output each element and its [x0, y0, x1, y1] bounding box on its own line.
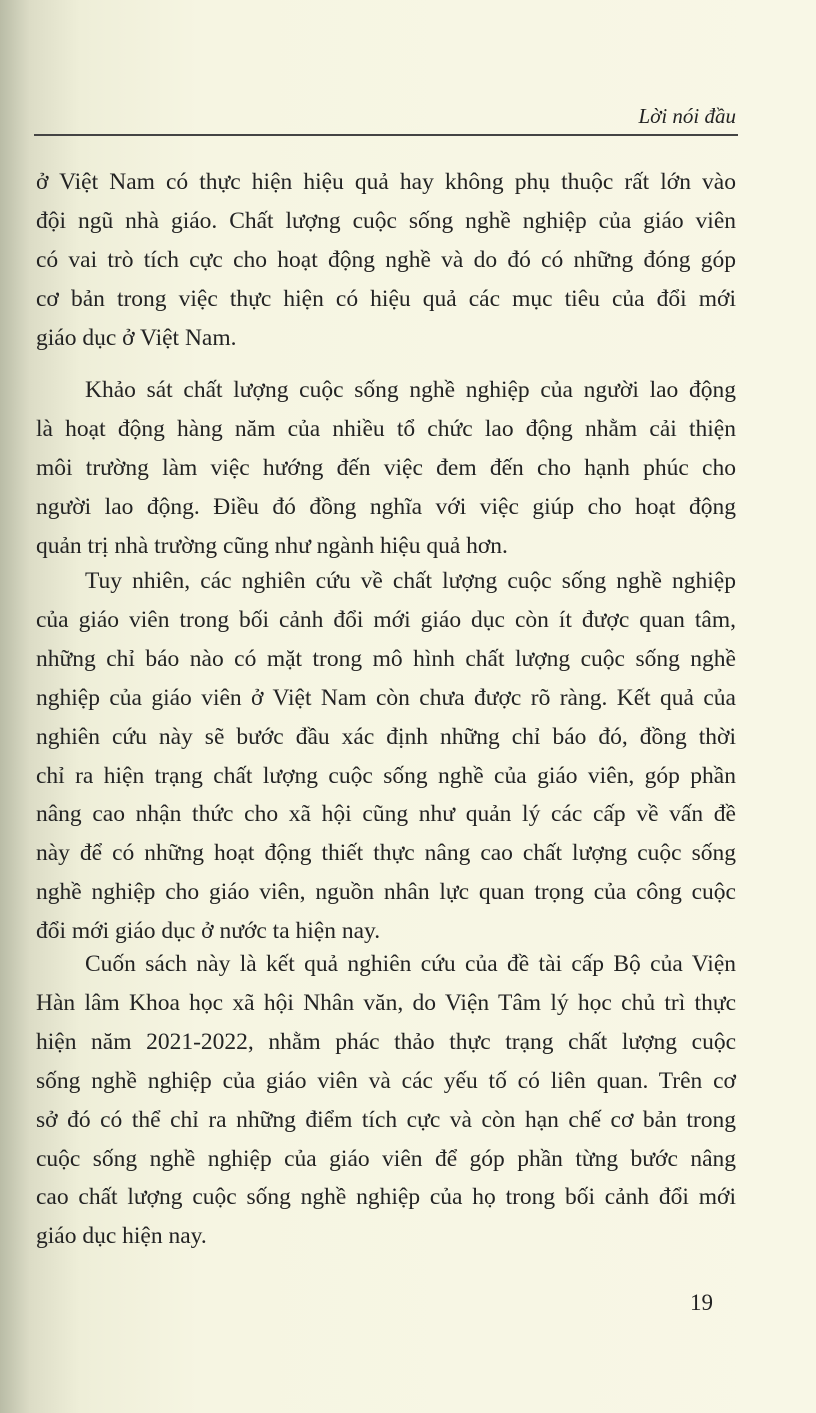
page-number: 19 — [690, 1290, 713, 1315]
running-header — [36, 104, 736, 134]
text-line: quản trị nhà trường cũng như ngành hiệu quả hơn. — [36, 532, 508, 559]
text-line: này để có những hoạt động thiết thực nâng cao chất lượng cuộc sống — [36, 840, 736, 867]
text-line: Cuốn sách này là kết quả nghiên cứu của đề tài cấp Bộ của Viện — [85, 951, 736, 977]
text-line: Khảo sát chất lượng cuộc sống nghề nghiệp của người lao động — [85, 377, 736, 403]
text-line: Tuy nhiên, các nghiên cứu về chất lượng cuộc sống nghề nghiệp — [85, 568, 736, 594]
text-line: là hoạt động hàng năm của nhiều tổ chức lao động nhằm cải thiện — [36, 415, 736, 442]
text-line: cao chất lượng cuộc sống nghề nghiệp của họ trong bối cảnh đổi mới — [36, 1184, 736, 1211]
text-line: sở đó có thể chỉ ra những điểm tích cực và còn hạn chế cơ bản trong — [36, 1106, 736, 1133]
text-line: những chỉ báo nào có mặt trong mô hình chất lượng cuộc sống nghề — [36, 645, 736, 672]
text-line: môi trường làm việc hướng đến việc đem đến cho hạnh phúc cho — [36, 454, 736, 481]
text-line: Hàn lâm Khoa học xã hội Nhân văn, do Viện Tâm lý học chủ trì thực — [36, 989, 736, 1016]
text-line: có vai trò tích cực cho hoạt động nghề và do đó có những đóng góp — [36, 246, 736, 273]
text-line: đổi mới giáo dục ở nước ta hiện nay. — [36, 918, 381, 945]
text-line: nghề nghiệp cho giáo viên, nguồn nhân lực quan trọng của công cuộc — [36, 879, 736, 906]
text-line: nghiệp của giáo viên ở Việt Nam còn chưa được rõ ràng. Kết quả của — [36, 684, 736, 711]
text-line: đội ngũ nhà giáo. Chất lượng cuộc sống nghề nghiệp của giáo viên — [36, 207, 736, 234]
text-line: của giáo viên trong bối cảnh đổi mới giáo dục còn ít được quan tâm, — [36, 606, 736, 633]
text-line: sống nghề nghiệp của giáo viên và các yếu tố có liên quan. Trên cơ — [36, 1067, 736, 1094]
text-line: nâng cao nhận thức cho xã hội cũng như quản lý các cấp về vấn đề — [36, 801, 736, 828]
text-line: nghiên cứu này sẽ bước đầu xác định những chỉ báo đó, đồng thời — [36, 723, 736, 750]
text-line: người lao động. Điều đó đồng nghĩa với việc giúp cho hoạt động — [36, 493, 736, 520]
text-line: cơ bản trong việc thực hiện có hiệu quả các mục tiêu của đổi mới — [36, 285, 736, 312]
paragraph-4 — [36, 945, 736, 1256]
text-line: hiện năm 2021-2022, nhằm phác thảo thực trạng chất lượng cuộc — [36, 1028, 736, 1055]
paragraph-1 — [36, 163, 736, 358]
text-line: giáo dục hiện nay. — [36, 1223, 207, 1250]
text-line: cuộc sống nghề nghiệp của giáo viên để góp phần từng bước nâng — [36, 1145, 736, 1172]
text-line: ở Việt Nam có thực hiện hiệu quả hay không phụ thuộc rất lớn vào — [36, 169, 736, 195]
paragraph-2 — [36, 371, 736, 566]
chapter-title: Lời nói đầu — [638, 104, 736, 128]
text-line: chỉ ra hiện trạng chất lượng cuộc sống nghề của giáo viên, góp phần — [36, 762, 736, 789]
text-line: giáo dục ở Việt Nam. — [36, 324, 237, 351]
paragraph-3 — [36, 562, 736, 951]
header-rule — [34, 134, 738, 136]
